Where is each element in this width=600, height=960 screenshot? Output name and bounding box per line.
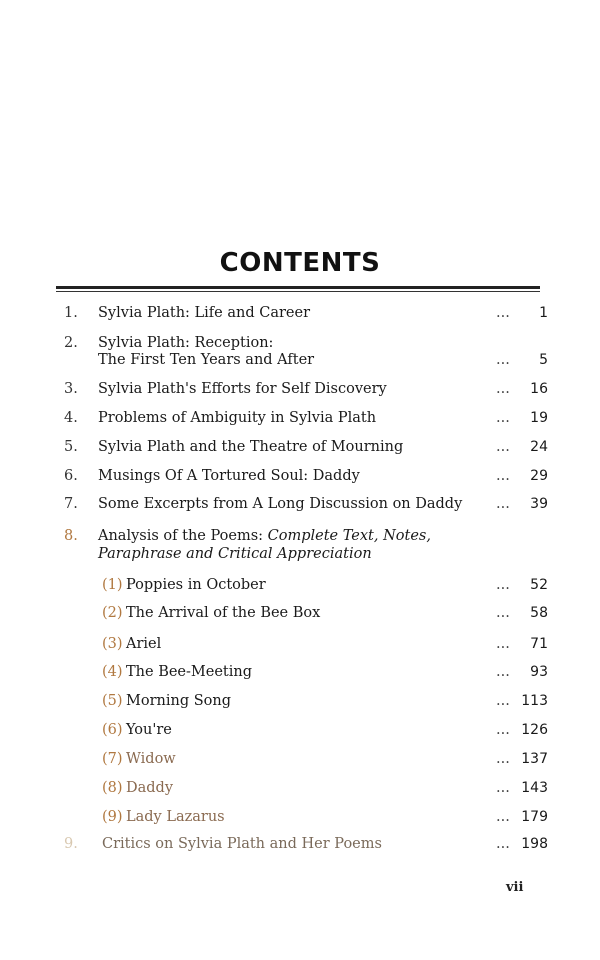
subentry-number: (5) — [102, 693, 123, 709]
entry-title: Sylvia Plath and the Theatre of Mourning — [98, 439, 404, 455]
subentry-page: 52 — [530, 577, 548, 593]
entry-number: 2. — [64, 335, 78, 351]
page-folio: vii — [506, 880, 524, 895]
title-rule-thick — [56, 286, 540, 289]
leader-dots: ... — [496, 780, 510, 796]
entry-title-line2: The First Ten Years and After — [98, 352, 315, 368]
subentry-title: Daddy — [126, 780, 174, 796]
entry-number: 6. — [64, 468, 78, 484]
subentry-title: Morning Song — [126, 693, 231, 709]
entry-page: 5 — [539, 352, 548, 368]
subentry-page: 143 — [521, 780, 548, 796]
entry-number: 8. — [64, 528, 78, 544]
subentry-title: The Bee-Meeting — [126, 664, 253, 680]
entry-number: 4. — [64, 410, 78, 426]
leader-dots: ... — [496, 605, 510, 621]
subentry-number: (7) — [102, 751, 123, 767]
leader-dots: ... — [496, 305, 510, 321]
entry-title-plain: Analysis of the Poems: — [98, 528, 268, 544]
entry-number: 1. — [64, 305, 78, 321]
subentry-title: Poppies in October — [126, 577, 266, 593]
subentry-number: (1) — [102, 577, 123, 593]
leader-dots: ... — [496, 439, 510, 455]
subentry-page: 137 — [521, 751, 548, 767]
subentry-number: (3) — [102, 636, 123, 652]
page-title: CONTENTS — [219, 248, 381, 278]
entry-title: Some Excerpts from A Long Discussion on Daddy — [98, 496, 463, 512]
entry-title: Musings Of A Tortured Soul: Daddy — [98, 468, 360, 484]
subentry-page: 179 — [521, 809, 548, 825]
entry-number: 7. — [64, 496, 78, 512]
leader-dots: ... — [496, 664, 510, 680]
entry-page: 24 — [530, 439, 548, 455]
entry-title: Problems of Ambiguity in Sylvia Plath — [98, 410, 377, 426]
entry-page: 39 — [530, 496, 548, 512]
leader-dots: ... — [496, 410, 510, 426]
entry-page: 198 — [521, 836, 548, 852]
title-rule-thin — [56, 291, 540, 292]
subentry-title: Ariel — [126, 636, 162, 652]
entry-page: 29 — [530, 468, 548, 484]
entry-title-italic: Complete Text, Notes, — [267, 528, 431, 544]
entry-page: 16 — [530, 381, 548, 397]
subentry-page: 93 — [530, 664, 548, 680]
leader-dots: ... — [496, 636, 510, 652]
entry-title-line2: Paraphrase and Critical Appreciation — [98, 546, 372, 562]
subentry-title: You're — [126, 722, 172, 738]
entry-page: 1 — [539, 305, 548, 321]
entry-number: 5. — [64, 439, 78, 455]
entry-number: 9. — [64, 836, 78, 852]
leader-dots: ... — [496, 722, 510, 738]
subentry-number: (2) — [102, 605, 123, 621]
leader-dots: ... — [496, 809, 510, 825]
subentry-page: 126 — [521, 722, 548, 738]
subentry-title: The Arrival of the Bee Box — [126, 605, 321, 621]
subentry-page: 113 — [521, 693, 548, 709]
subentry-number: (8) — [102, 780, 123, 796]
subentry-number: (9) — [102, 809, 123, 825]
leader-dots: ... — [496, 496, 510, 512]
leader-dots: ... — [496, 751, 510, 767]
leader-dots: ... — [496, 836, 510, 852]
leader-dots: ... — [496, 468, 510, 484]
leader-dots: ... — [496, 352, 510, 368]
subentry-number: (4) — [102, 664, 123, 680]
entry-number: 3. — [64, 381, 78, 397]
subentry-number: (6) — [102, 722, 123, 738]
leader-dots: ... — [496, 693, 510, 709]
entry-title-line1: Sylvia Plath: Reception: — [98, 335, 274, 351]
subentry-page: 71 — [530, 636, 548, 652]
entry-title: Sylvia Plath's Efforts for Self Discovery — [98, 381, 387, 397]
leader-dots: ... — [496, 577, 510, 593]
entry-title-line1 — [98, 526, 431, 546]
subentry-title: Lady Lazarus — [126, 809, 225, 825]
leader-dots: ... — [496, 381, 510, 397]
subentry-page: 58 — [530, 605, 548, 621]
subentry-title: Widow — [126, 751, 176, 767]
entry-title: Sylvia Plath: Life and Career — [98, 305, 311, 321]
entry-title: Critics on Sylvia Plath and Her Poems — [102, 836, 382, 852]
entry-page: 19 — [530, 410, 548, 426]
